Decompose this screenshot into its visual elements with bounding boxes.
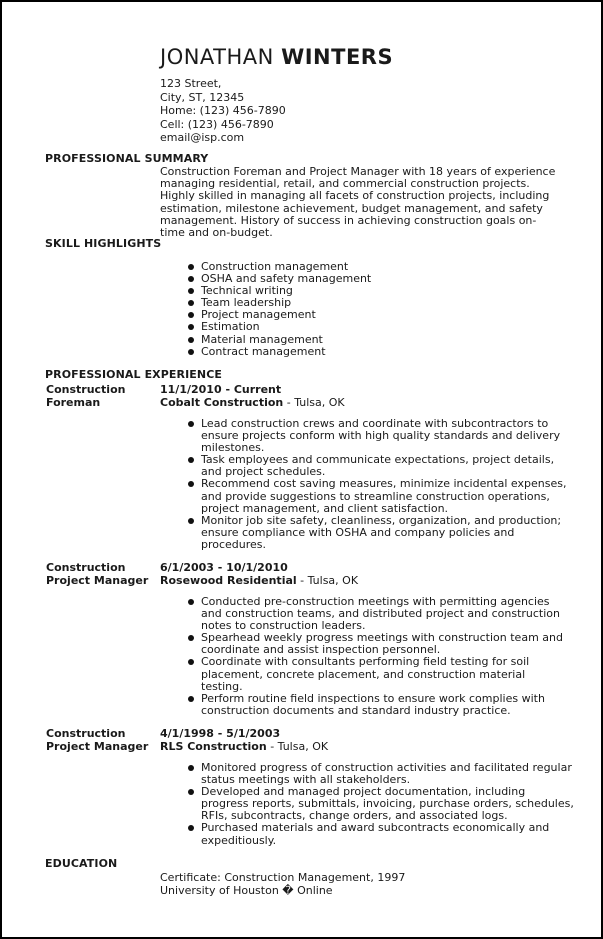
home-phone: Home: (123) 456-7890	[160, 104, 286, 118]
candidate-name	[160, 45, 393, 69]
job-bullet: Conducted pre-construction meetings with permitting agencies and construction teams, and distributed project and construction notes to construction leaders.	[160, 596, 563, 632]
skill-item: Estimation	[160, 321, 371, 333]
job-bullet: Coordinate with consultants performing field testing for soil placement, concrete placement, and construction material testing.	[160, 656, 563, 692]
job-bullet: Developed and managed project documentation, including progress reports, submittals, invoicing, purchase orders, schedules, RFIs, subcontracts, change orders, and associated logs.	[160, 786, 574, 822]
job-bullet: Recommend cost saving measures, minimize incidental expenses, and provide suggestions to streamline construction operations, project management, and client satisfaction.	[160, 478, 566, 514]
skill-item: OSHA and safety management	[160, 273, 371, 285]
skill-item: Team leadership	[160, 297, 371, 309]
skill-item: Technical writing	[160, 285, 371, 297]
first-name: JONATHAN	[160, 45, 274, 69]
job-dates: 4/1/1998 - 5/1/2003	[160, 727, 281, 740]
job-location: - Tulsa, OK	[266, 740, 329, 754]
job-bullet: Perform routine field inspections to ensure work complies with construction documents and standard industry practice.	[160, 693, 563, 717]
job-bullets	[160, 762, 574, 847]
job-bullet: Spearhead weekly progress meetings with construction team and coordinate and assist inspection personnel.	[160, 632, 563, 656]
address-line-2: City, ST, 12345	[160, 90, 245, 104]
skills-list	[160, 261, 371, 358]
contact-info	[160, 77, 286, 145]
summary-heading: PROFESSIONAL SUMMARY	[45, 152, 209, 165]
education-certificate: Certificate: Construction Management, 1997	[160, 871, 406, 884]
skill-item: Construction management	[160, 261, 371, 273]
education-details	[160, 872, 405, 897]
address-line-1: 123 Street,	[160, 77, 222, 90]
job-bullet: Purchased materials and award subcontracts economically and expeditiously.	[160, 822, 574, 846]
job-title: Construction Project Manager	[46, 561, 149, 588]
job-dates: 6/1/2003 - 10/1/2010	[160, 561, 288, 574]
job-bullet: Monitored progress of construction activities and facilitated regular status meetings with all stakeholders.	[160, 762, 574, 786]
email: email@isp.com	[160, 131, 245, 145]
last-name: WINTERS	[281, 45, 394, 69]
job-meta	[160, 383, 345, 409]
job-bullet: Lead construction crews and coordinate with subcontractors to ensure projects conform with high quality standards and delivery milestones.	[160, 418, 566, 454]
skill-item: Project management	[160, 309, 371, 321]
job-company: Cobalt Construction	[160, 396, 284, 410]
job-meta	[160, 727, 328, 753]
job-location: - Tulsa, OK	[283, 396, 345, 410]
education-school: University of Houston � Online	[160, 883, 333, 897]
job-bullet: Monitor job site safety, cleanliness, organization, and production; ensure compliance with OSHA and company policies and procedures.	[160, 515, 566, 551]
job-company: RLS Construction	[160, 740, 267, 754]
job-company: Rosewood Residential	[160, 574, 297, 588]
skill-item: Material management	[160, 334, 371, 346]
cell-phone: Cell: (123) 456-7890	[160, 117, 274, 131]
job-location: - Tulsa, OK	[296, 574, 359, 588]
job-bullets	[160, 596, 563, 717]
education-heading: EDUCATION	[45, 857, 118, 870]
skills-heading: SKILL HIGHLIGHTS	[45, 237, 162, 250]
summary-text: Construction Foreman and Project Manager with 18 years of experience managing residential, retail, and commercial construction projects. Highly skilled in managing all facets of construction projects, including estimation, milestone achievement, budget management, and safety management. History of success in achieving construction goals on-time and on-budget.	[160, 165, 556, 240]
job-title: Construction Project Manager	[46, 727, 149, 754]
job-bullet: Task employees and communicate expectations, project details, and project schedules.	[160, 454, 566, 478]
experience-heading: PROFESSIONAL EXPERIENCE	[45, 368, 223, 381]
job-bullets	[160, 418, 566, 551]
job-meta	[160, 561, 358, 587]
skill-item: Contract management	[160, 346, 371, 358]
job-title: Construction Foreman	[46, 383, 126, 410]
job-dates: 11/1/2010 - Current	[160, 383, 282, 396]
